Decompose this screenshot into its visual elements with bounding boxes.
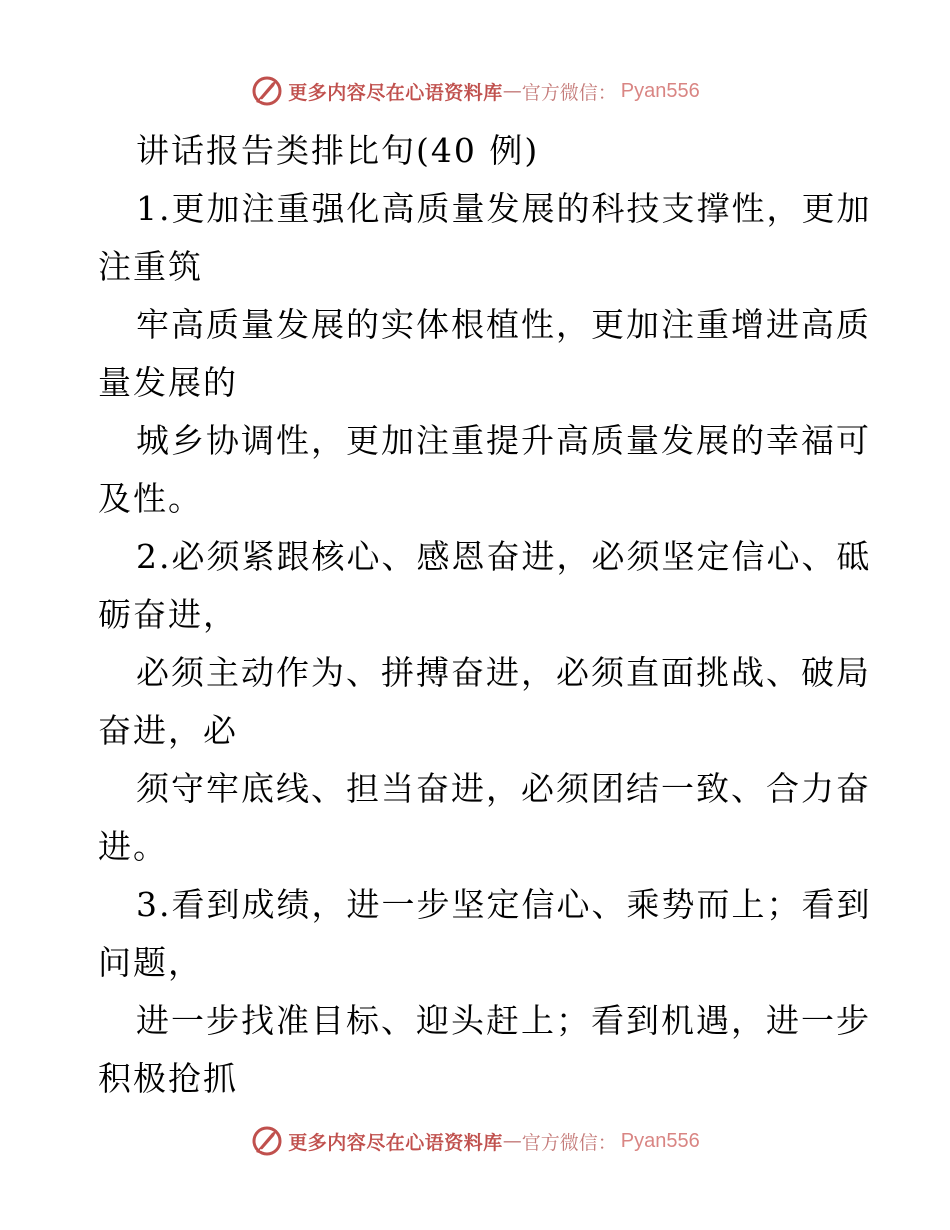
watermark-brand-text: 更多内容尽在心语资料库 <box>288 81 503 104</box>
watermark-wechat-id: Pyan556 <box>620 1129 700 1152</box>
text-line: 进。 <box>98 827 168 866</box>
text-line: 问题， <box>98 943 203 982</box>
watermark-dash: — <box>502 1130 522 1152</box>
text-line: 必须主动作为、拼搏奋进，必须直面挑战、破局 <box>136 653 871 692</box>
watermark-brand-text: 更多内容尽在心语资料库 <box>288 1131 503 1154</box>
text-line: 2.必须紧跟核心、感恩奋进，必须坚定信心、砥 <box>136 537 872 576</box>
quill-logo-icon <box>250 74 284 108</box>
text-line: 进一步找准目标、迎头赶上；看到机遇，进一步 <box>136 1001 871 1040</box>
quill-logo-icon <box>250 1124 284 1158</box>
footer-watermark <box>0 1121 950 1161</box>
watermark-wechat-label: 官方微信： <box>521 81 617 104</box>
text-line: 须守牢底线、担当奋进，必须团结一致、合力奋 <box>136 769 871 808</box>
text-line: 注重筑 <box>98 247 203 286</box>
watermark-wechat-label: 官方微信： <box>521 1131 617 1154</box>
document-body <box>98 122 872 1108</box>
text-line: 1.更加注重强化高质量发展的科技支撑性，更加 <box>136 189 872 228</box>
header-watermark <box>0 71 950 111</box>
text-line: 及性。 <box>98 479 203 518</box>
text-line: 3.看到成绩，进一步坚定信心、乘势而上；看到 <box>136 885 872 924</box>
text-line: 讲话报告类排比句(40 例) <box>136 131 540 170</box>
watermark-dash: — <box>502 80 522 102</box>
text-line: 奋进，必 <box>98 711 238 750</box>
text-line: 积极抢抓 <box>98 1059 238 1098</box>
text-line: 量发展的 <box>98 363 238 402</box>
text-line: 城乡协调性，更加注重提升高质量发展的幸福可 <box>136 421 871 460</box>
text-line: 牢高质量发展的实体根植性，更加注重增进高质 <box>136 305 871 344</box>
text-line: 砺奋进， <box>98 595 238 634</box>
watermark-wechat-id: Pyan556 <box>620 79 700 102</box>
